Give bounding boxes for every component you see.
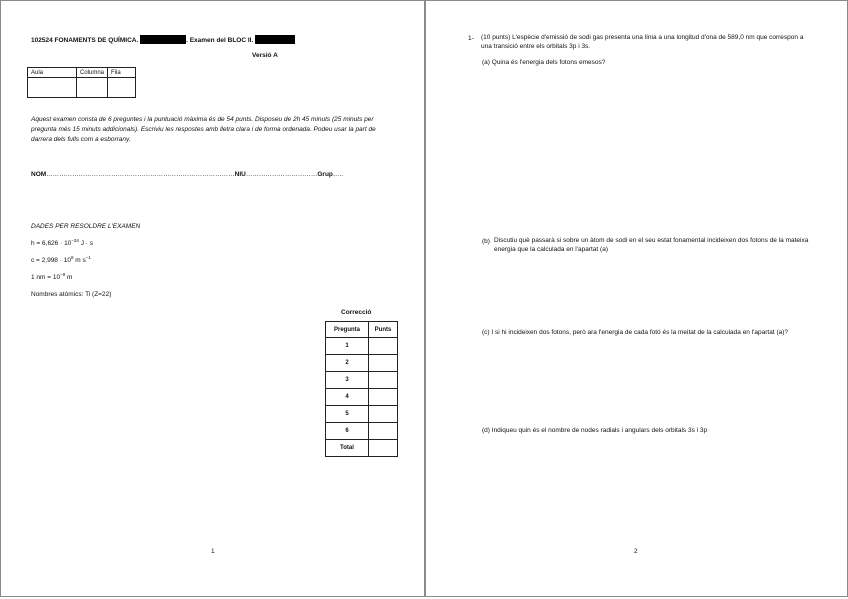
- seat-cell-columna[interactable]: [77, 78, 108, 98]
- grup-label: Grup: [317, 171, 333, 178]
- subquestion-label: (c): [482, 329, 490, 336]
- correction-row-label: 1: [326, 338, 369, 355]
- subquestion-d: [482, 427, 707, 434]
- correction-row-label: 3: [326, 372, 369, 389]
- exam-header: [31, 35, 295, 44]
- correction-row-label: 4: [326, 389, 369, 406]
- correction-row-label: 2: [326, 355, 369, 372]
- page-number: 1: [211, 548, 215, 555]
- seat-cell-fila[interactable]: [108, 78, 136, 98]
- correction-table: [325, 321, 398, 457]
- subquestion-text: Quina és l'energia dels fotons emesos?: [491, 59, 606, 66]
- instructions: Aquest examen consta de 6 preguntes i la puntuació màxima és de 54 punts. Disposeu de 2h 45 minuts (25 minuts per pregunta més 15 minuts addicionals). Escriviu les respostes amb lletra clara i de forma ordenada. Podeu usar la part de darrera dels fulls com a esborrany.: [31, 116, 376, 143]
- correction-row-total: Total: [326, 440, 369, 457]
- correction-score-cell[interactable]: [369, 338, 398, 355]
- atomic-numbers: Nombres atòmics: Ti (Z=22): [31, 291, 112, 298]
- planck-constant: $h = 6,626 \cdot 10^{-34}$ J · s: [31, 238, 94, 247]
- exam-version: Versió A: [252, 52, 278, 59]
- grup-dots[interactable]: …..: [332, 171, 344, 178]
- correction-score-cell[interactable]: [369, 355, 398, 372]
- subquestion-b-label: (b): [482, 238, 490, 245]
- exam-page-1: [0, 0, 425, 597]
- redacted-block: [255, 35, 295, 44]
- niu-dots[interactable]: ……………………………: [245, 171, 318, 178]
- correction-score-cell[interactable]: [369, 372, 398, 389]
- correction-row-label: 6: [326, 423, 369, 440]
- seat-cell-aula[interactable]: [28, 78, 77, 98]
- correction-row-label: 5: [326, 406, 369, 423]
- nom-label: NOM: [31, 171, 47, 178]
- niu-label: NIU: [234, 171, 246, 178]
- speed-of-light: $c = 2,998 \cdot 10^8$ m $s^{-1}$: [31, 255, 91, 264]
- correction-total-cell[interactable]: [369, 440, 398, 457]
- redacted-block: [140, 35, 186, 44]
- subquestion-text: I si hi incideixen dos fotons, però ara l'energia de cada fotó és la meitat de la calculada en l'apartat (a)?: [491, 329, 789, 336]
- correction-title: Correcció: [341, 309, 372, 316]
- correction-score-cell[interactable]: [369, 423, 398, 440]
- subquestion-b-text: Discutiu què passarà si sobre un àtom de sodi en el seu estat fonamental incideixen dos fotons de la mateixa energia que la calculada en l'apartat (a): [494, 237, 809, 253]
- question-number: 1-: [468, 35, 474, 42]
- page-number: 2: [634, 548, 638, 555]
- seat-header-fila: Fila: [108, 68, 136, 78]
- question-text: (10 punts) L'espècie d'emissió de sodi gas presenta una línia a una longitud d'ona de 589,0 nm que correspon a una transició entre els orbitals 3p i 3s.: [481, 34, 804, 50]
- data-heading: DADES PER RESOLDRE L'EXAMEN: [31, 223, 141, 230]
- nanometer-conversion: 1 nm = $10^{-9}$ m: [31, 272, 73, 281]
- subquestion-c: [482, 329, 788, 336]
- correction-header-punts: Punts: [369, 322, 398, 338]
- nom-dots[interactable]: ……………………………………………………………………………: [46, 171, 235, 178]
- seat-header-columna: Columna: [77, 68, 108, 78]
- correction-header-pregunta: Pregunta: [326, 322, 369, 338]
- subquestion-label: (d): [482, 427, 490, 434]
- name-line: [31, 171, 343, 178]
- exam-page-2: [425, 0, 848, 597]
- subquestion-label: (a): [482, 59, 490, 66]
- seat-header-aula: Aula: [28, 68, 77, 78]
- seat-table: [27, 67, 136, 98]
- course-title: 102524 FONAMENTS DE QUÍMICA.: [31, 37, 139, 44]
- subquestion-text: Indiqueu quin és el nombre de nodes radials i angulars dels orbitals 3s i 3p: [491, 427, 708, 434]
- correction-score-cell[interactable]: [369, 389, 398, 406]
- exam-label: . Examen del BLOC II.: [186, 37, 254, 44]
- correction-score-cell[interactable]: [369, 406, 398, 423]
- subquestion-a: [482, 59, 605, 66]
